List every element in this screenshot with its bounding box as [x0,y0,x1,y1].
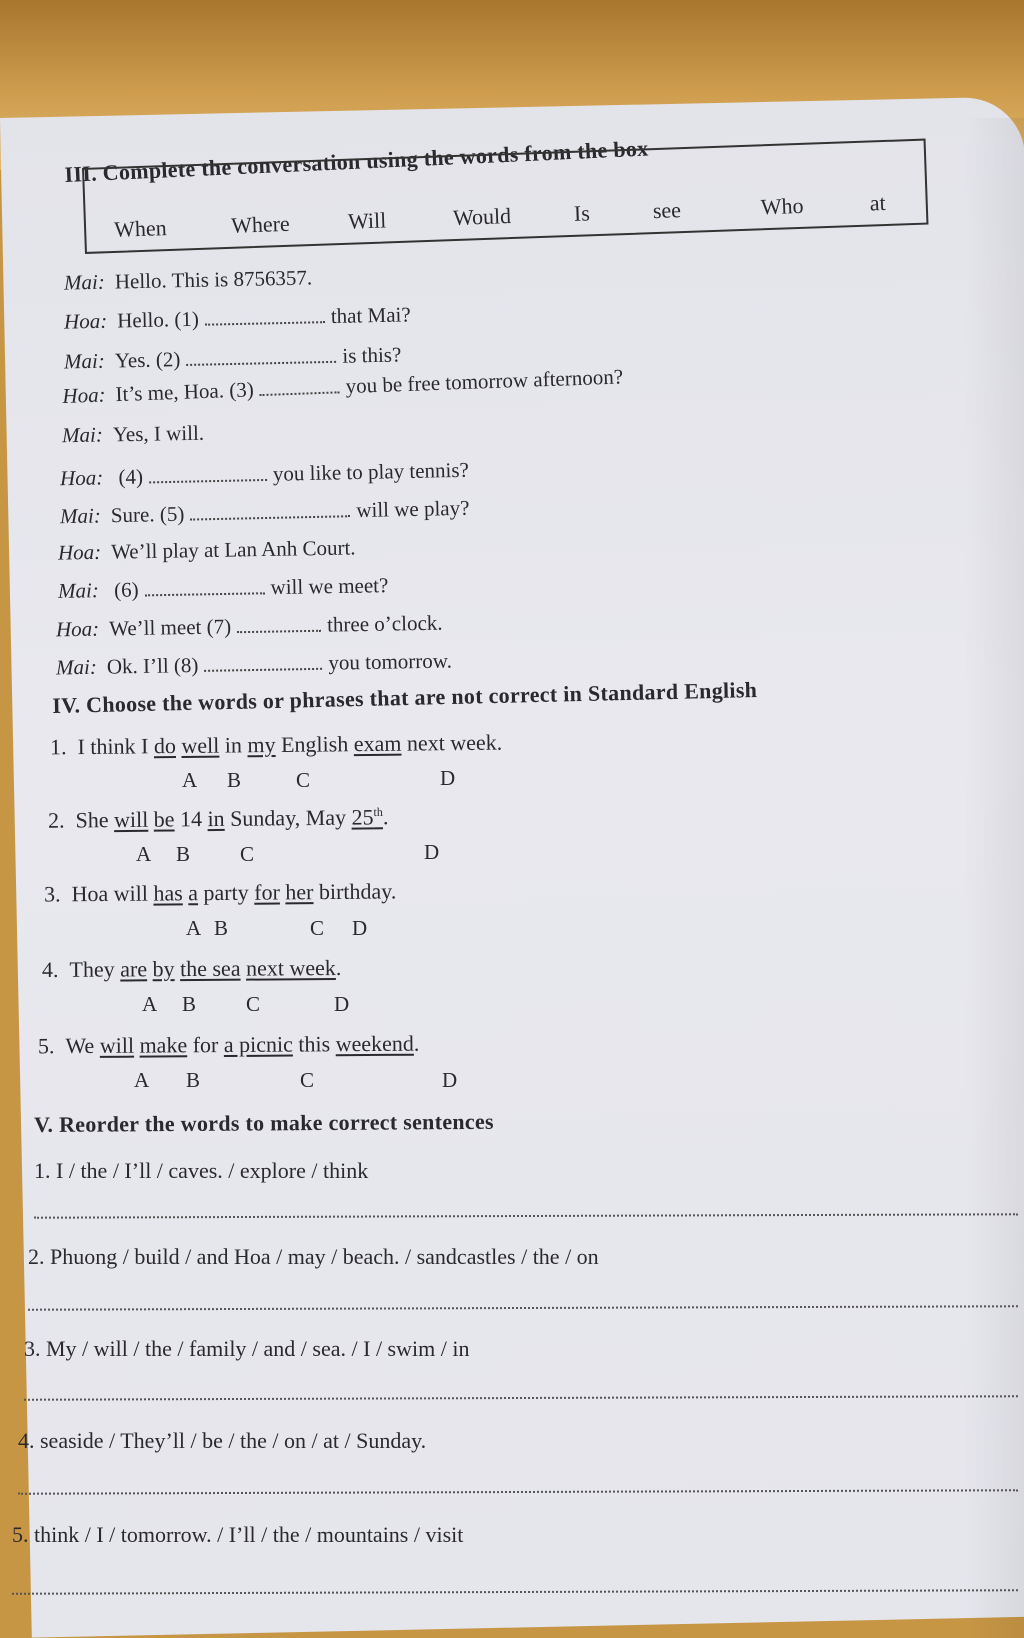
word-box-item: Will [347,207,387,234]
answer-blank[interactable] [144,578,264,596]
section-4-title: IV. Choose the words or phrases that are not correct in Standard English [52,677,758,718]
option-d-text: next week [245,954,336,981]
option-a-text: will [113,806,149,833]
option-b-text: a [188,880,199,906]
dialogue-line [62,421,204,448]
blank-number: (7) [206,614,232,639]
answer-line-1[interactable] [34,1213,1018,1218]
option-d-letter[interactable]: D [442,1068,458,1092]
option-c-letter[interactable]: C [240,842,255,866]
speaker: Mai: [55,654,98,680]
word-box-item: Is [573,200,591,226]
line-text: you be free tomorrow afternoon? [345,364,624,399]
speaker: Hoa: [59,465,104,491]
option-b-text: well [181,732,220,758]
option-d-letter[interactable]: D [440,766,456,790]
reorder-item-4: 4. seaside / They’ll / be / the / on / at / Sunday. [18,1428,427,1453]
answer-line-2[interactable] [28,1305,1018,1310]
word-box-item: at [869,189,887,216]
option-c-letter[interactable]: C [300,1068,315,1092]
line-text: It’s me, Hoa. [115,378,225,407]
answer-blank[interactable] [204,654,322,672]
line-text: will we meet? [270,573,389,600]
word-box-item: When [113,215,168,242]
question-2: 2. She will be 14 in Sunday, May 25th. [47,804,389,833]
option-a-text: do [153,733,177,759]
option-d-text: weekend [335,1030,414,1057]
speaker: Mai: [63,348,106,374]
option-d-text: exam [353,730,402,757]
blank-number: (2) [155,347,181,372]
option-a-text: has [153,880,183,906]
section-5-title: V. Reorder the words to make correct sentences [34,1108,494,1137]
answer-line-4[interactable] [18,1489,1018,1494]
option-a-letter[interactable]: A [182,768,198,792]
answer-line-5[interactable] [12,1589,1018,1595]
section-3-title: III. Complete the conversation using the words from the box [64,135,649,187]
question-number: 3. [43,881,61,907]
blank-number: (8) [173,652,199,678]
question-number: 2. [47,807,65,833]
option-c-text: for [254,879,280,905]
answer-blank[interactable] [237,616,321,633]
option-b-text: by [152,956,175,982]
reorder-item-5: 5. think / I / tomorrow. / I’ll / the / mountains / visit [12,1522,464,1547]
option-b-letter[interactable]: B [186,1068,201,1092]
answer-blank[interactable] [149,465,267,483]
option-c-text: in [207,805,225,832]
line-text: Hello. [116,307,170,333]
speaker: Mai: [61,422,104,448]
option-d-text: 25th [351,804,383,830]
speaker: Hoa: [57,539,102,565]
reorder-item-3: 3. My / will / the / family / and / sea. / I / swim / in [24,1336,470,1361]
dialogue-line [60,496,470,530]
option-a-letter[interactable]: A [136,842,152,866]
question-number: 4. [41,956,59,983]
option-a-letter[interactable]: A [134,1068,150,1092]
line-text: you like to play tennis? [272,457,470,486]
word-box-item: see [652,197,682,224]
option-a-text: will [99,1032,135,1058]
dialogue-line [56,611,443,643]
option-c-letter[interactable]: C [310,916,325,940]
dialogue-line [64,342,402,374]
blank-number: (4) [118,464,144,490]
blank-number: (6) [113,577,139,602]
dialogue-line [64,265,313,295]
answer-blank[interactable] [205,307,325,326]
answer-blank[interactable] [190,501,350,520]
line-text: Ok. I’ll [106,653,169,679]
speaker: Mai: [63,269,106,295]
blank-number: (5) [159,501,185,527]
option-a-letter[interactable]: A [186,916,202,940]
line-text: that Mai? [330,302,411,329]
speaker: Hoa: [62,382,106,408]
line-text: We’ll play at Lan Anh Court. [110,535,356,564]
option-a-text: are [120,956,148,982]
line-text: you tomorrow. [328,648,453,675]
question-1: 1. I think I do well in my English exam next week. [49,729,503,760]
dialogue-line [64,302,411,334]
line-text: Sure. [110,502,155,528]
dialogue-line [60,458,469,492]
option-b-text: be [153,806,175,832]
question-number: 5. [37,1033,55,1059]
speaker: Hoa: [63,308,108,334]
option-d-letter[interactable]: D [424,840,440,864]
question-3: 3. Hoa will has a party for her birthday. [43,878,397,907]
line-text: will we play? [356,495,470,523]
option-b-letter[interactable]: B [214,916,229,940]
option-c-text: the sea [179,955,241,982]
option-b-text: make [139,1032,188,1058]
option-c-text: a picnic [223,1031,293,1058]
line-text: Hello. This is 8756357. [114,265,313,294]
dialogue-line [58,573,389,604]
line-text: Yes. [114,347,151,373]
line-text: Yes, I will. [112,420,205,447]
option-c-letter[interactable]: C [296,768,311,792]
option-d-text: her [285,879,314,905]
word-box-item: Who [760,192,804,220]
reorder-item-1: 1. I / the / I’ll / caves. / explore / think [34,1158,369,1183]
reorder-item-2: 2. Phuong / build / and Hoa / may / beach. / sandcastles / the / on [28,1244,599,1269]
question-4: 4. They are by the sea next week. [41,954,342,983]
answer-blank[interactable] [259,377,340,396]
blank-number: (3) [228,377,255,403]
blank-number: (1) [174,306,200,332]
answer-blank[interactable] [186,347,336,366]
answer-line-3[interactable] [24,1395,1018,1400]
option-c-text: my [247,732,276,758]
line-text: is this? [342,342,402,368]
option-b-letter[interactable]: B [182,992,197,1016]
speaker: Mai: [59,503,102,529]
dialogue-line [56,649,452,681]
speaker: Mai: [57,578,100,603]
line-text: three o’clock. [326,610,443,637]
question-5: 5. We will make for a picnic this weekend. [37,1030,420,1059]
option-a-letter[interactable]: A [142,992,158,1016]
option-d-letter[interactable]: D [352,916,368,940]
option-c-letter[interactable]: C [246,992,261,1016]
word-box-item: Would [452,203,512,231]
option-d-letter[interactable]: D [334,992,350,1016]
question-number: 1. [49,734,67,760]
word-box-item: Where [230,210,291,238]
option-b-letter[interactable]: B [176,842,191,866]
option-b-letter[interactable]: B [227,768,242,792]
speaker: Hoa: [55,616,100,642]
line-text: We’ll meet [108,614,202,641]
dialogue-line [58,535,356,565]
